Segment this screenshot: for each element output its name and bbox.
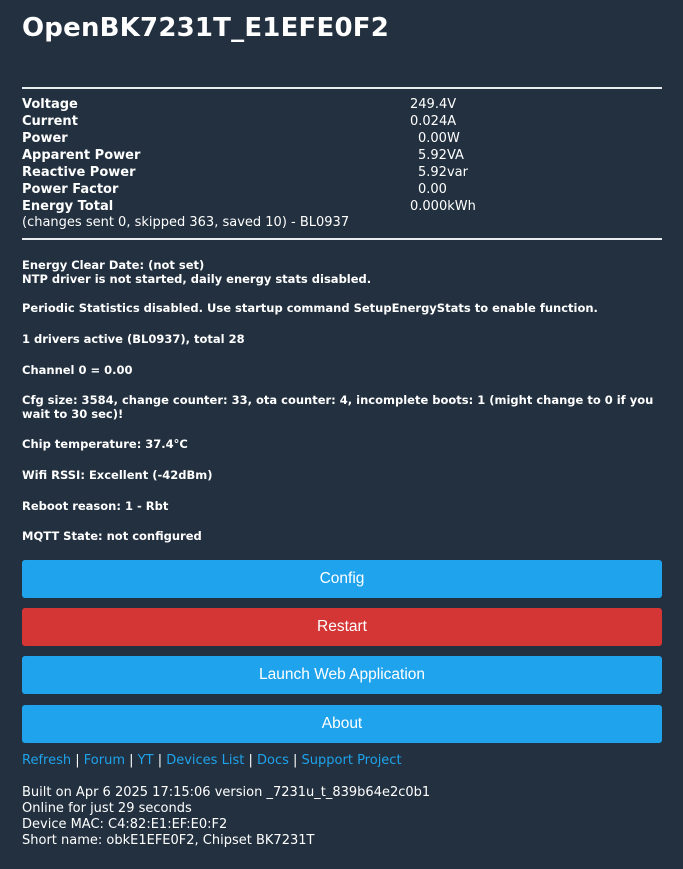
- energy-stats-table: [22, 96, 662, 215]
- bottom-divider: [22, 238, 662, 240]
- stat-label: Current: [22, 114, 78, 129]
- build-date: Built on Apr 6 2025 17:15:06 version _7231u_t_839b64e2c0b1: [22, 785, 431, 800]
- link-separator: |: [157, 753, 163, 768]
- stat-row-current: [22, 113, 662, 130]
- config-button[interactable]: Config: [22, 560, 662, 598]
- stat-value: 5.92VA: [418, 148, 464, 163]
- link-separator: |: [248, 753, 253, 768]
- top-divider: [22, 87, 662, 89]
- stat-label: Voltage: [22, 97, 78, 112]
- launch-web-app-button[interactable]: Launch Web Application: [22, 656, 662, 694]
- build-info: [22, 785, 430, 849]
- stat-value: 0.024A: [410, 114, 457, 129]
- support-project-link[interactable]: Support Project: [301, 753, 402, 768]
- link-separator: |: [75, 753, 80, 768]
- uptime: Online for just 29 seconds: [22, 801, 192, 816]
- about-button[interactable]: About: [22, 705, 662, 743]
- chip-temperature: Chip temperature: 37.4°C: [22, 437, 188, 451]
- stat-label: Reactive Power: [22, 165, 136, 180]
- link-separator: |: [293, 753, 298, 768]
- stat-value: 0.00W: [418, 131, 460, 146]
- stat-row-energy-total: [22, 198, 662, 215]
- link-separator: |: [129, 753, 134, 768]
- channel-info: Channel 0 = 0.00: [22, 363, 133, 377]
- stat-value: 0.00: [418, 182, 447, 197]
- reboot-reason: Reboot reason: 1 - Rbt: [22, 499, 169, 513]
- refresh-link[interactable]: Refresh: [22, 753, 72, 768]
- stat-label: Apparent Power: [22, 148, 141, 163]
- periodic-stats-info: Periodic Statistics disabled. Use startup command SetupEnergyStats to enable function.: [22, 301, 598, 315]
- restart-button[interactable]: Restart: [22, 608, 662, 646]
- stat-row-reactive-power: [22, 164, 662, 181]
- stat-row-power-factor: [22, 181, 662, 198]
- stat-value: 5.92var: [418, 165, 468, 180]
- drivers-info: 1 drivers active (BL0937), total 28: [22, 332, 245, 346]
- stat-value: 249.4V: [410, 97, 457, 112]
- stat-row-power: [22, 130, 662, 147]
- forum-link[interactable]: Forum: [83, 753, 125, 768]
- devices-list-link[interactable]: Devices List: [166, 753, 245, 768]
- mqtt-state: MQTT State: not configured: [22, 529, 202, 543]
- stat-label: Power Factor: [22, 182, 119, 197]
- short-name: Short name: obkE1EFE0F2, Chipset BK7231T: [22, 833, 315, 848]
- footer-links: [22, 753, 402, 768]
- stat-label: Power: [22, 131, 68, 146]
- device-mac: Device MAC: C4:82:E1:EF:E0:F2: [22, 817, 228, 832]
- docs-link[interactable]: Docs: [256, 753, 289, 768]
- yt-link[interactable]: YT: [137, 753, 154, 768]
- cfg-info: Cfg size: 3584, change counter: 33, ota counter: 4, incomplete boots: 1 (might change to 0 if you wait to 30 sec)!: [22, 393, 654, 421]
- stat-label: Energy Total: [22, 199, 114, 214]
- stat-row-apparent-power: [22, 147, 662, 164]
- wifi-rssi: Wifi RSSI: Excellent (-42dBm): [22, 468, 213, 482]
- changes-summary: (changes sent 0, skipped 363, saved 10) - BL0937: [22, 215, 350, 230]
- energy-clear-date: Energy Clear Date: (not set) NTP driver is not started, daily energy stats disabled.: [22, 258, 372, 286]
- stat-value: 0.000kWh: [410, 199, 476, 214]
- stat-row-voltage: [22, 96, 662, 113]
- page-title: OpenBK7231T_E1EFE0F2: [22, 13, 389, 43]
